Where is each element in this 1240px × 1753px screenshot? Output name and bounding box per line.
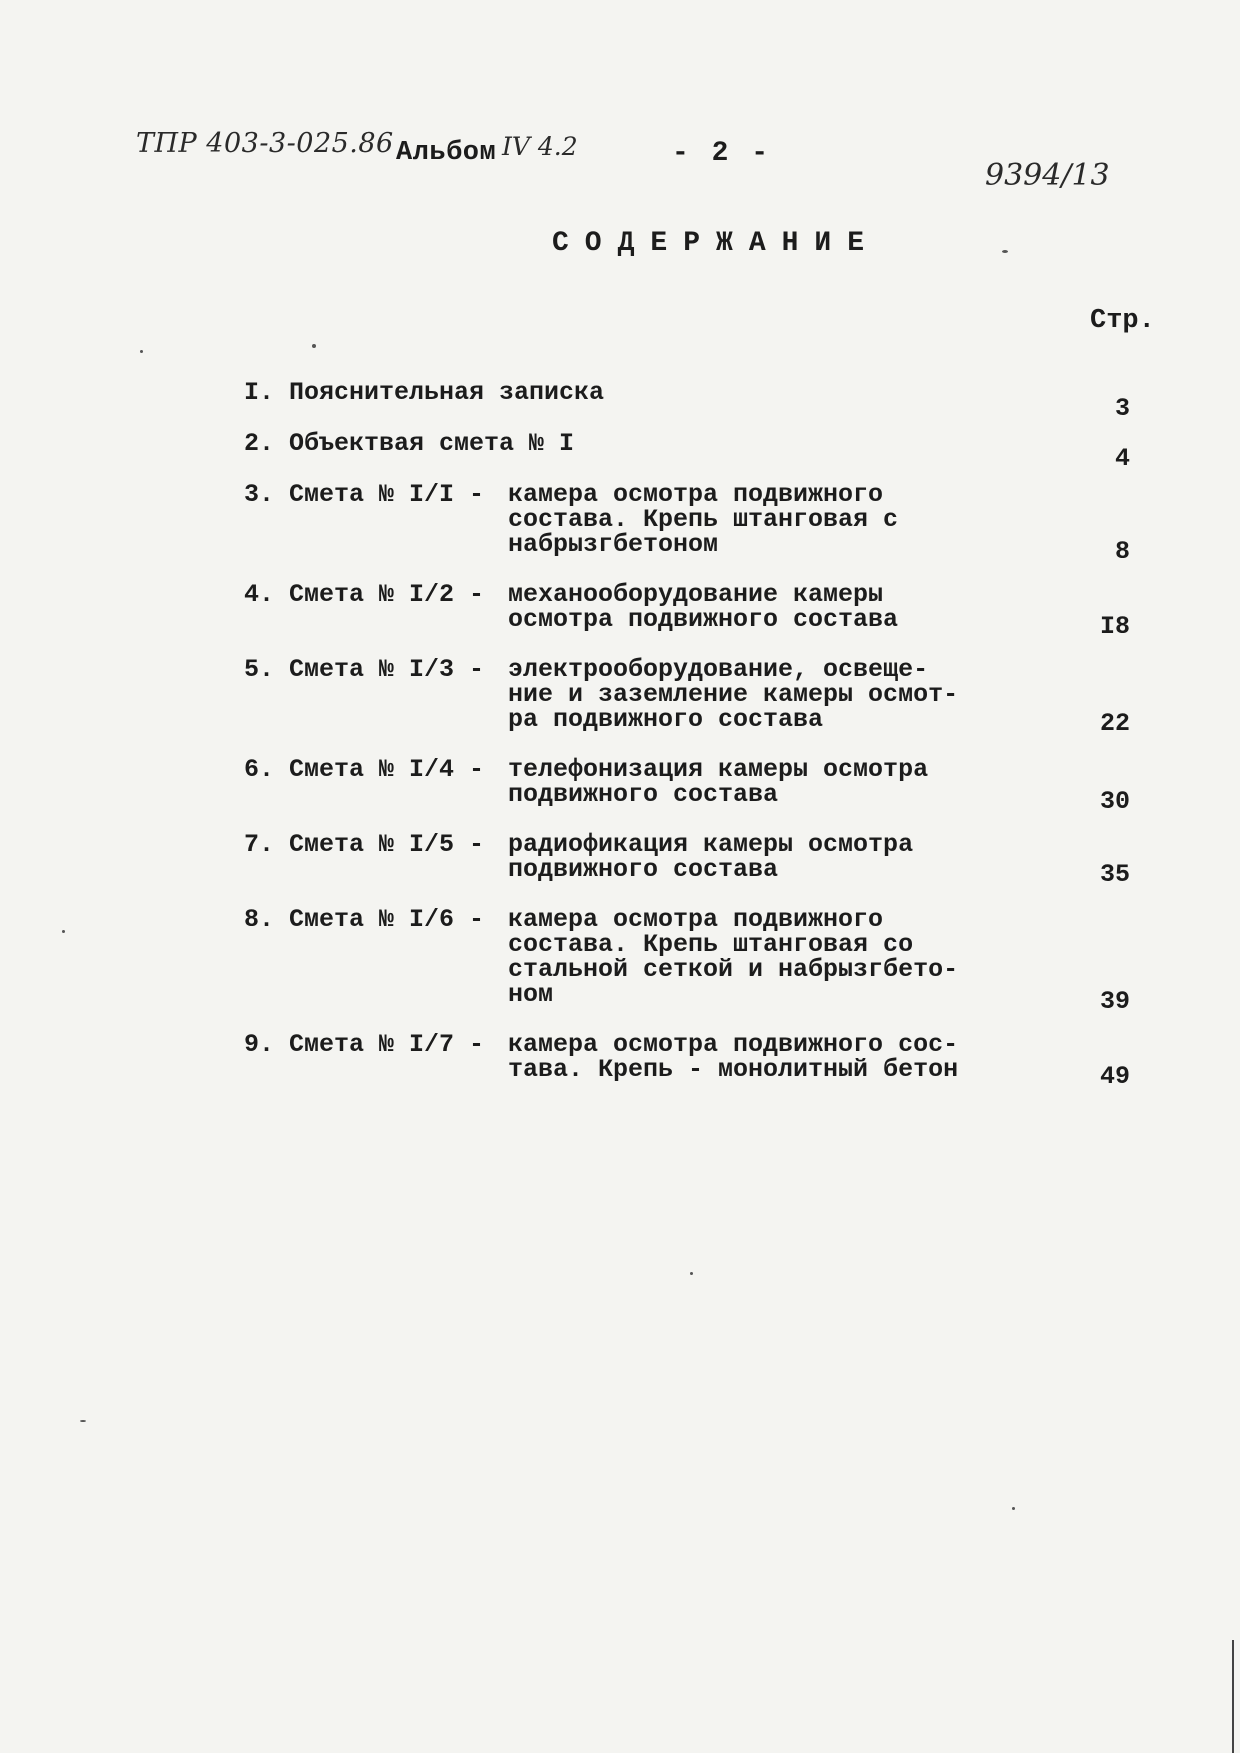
toc-item-page: I8 (1099, 612, 1130, 641)
scan-speck (690, 1272, 693, 1275)
toc-desc-line: состава. Крепь штанговая с (508, 505, 899, 534)
toc-desc-line: электрооборудование, освеще- (508, 655, 929, 684)
page-title: СОДЕРЖАНИЕ (552, 228, 881, 259)
doc-code-handwritten: ТПР 403-3-025.86 (136, 128, 394, 159)
toc-item-page: 30 (1099, 787, 1130, 816)
scan-speck (1012, 1507, 1015, 1510)
toc-desc-line: радиофикация камеры осмотра (508, 830, 914, 859)
toc-desc-line: стальной сеткой и набрызгбето- (508, 955, 959, 984)
page-number: - 2 - (672, 138, 772, 169)
toc-item-label: 8. Смета № I/6 - (244, 905, 485, 934)
album-label: Альбом (396, 138, 497, 168)
scan-speck (1002, 250, 1008, 253)
toc-desc-line: ра подвижного состава (508, 705, 824, 734)
toc-desc-line: состава. Крепь штанговая со (508, 930, 914, 959)
toc-desc-line: камера осмотра подвижного (508, 480, 884, 509)
toc-desc-line: ном (508, 980, 554, 1009)
toc-desc-line: механооборудование камеры (508, 580, 884, 609)
album-number-handwritten: IV 4.2 (502, 132, 578, 161)
toc-desc-line: тава. Крепь - монолитный бетон (508, 1055, 959, 1084)
toc-item-description (508, 757, 928, 807)
toc-item-page: 3 (1114, 394, 1130, 423)
toc-item-label: 6. Смета № I/4 - (244, 755, 485, 784)
scan-speck (62, 930, 65, 933)
toc-item-description (508, 582, 898, 632)
scan-speck (312, 344, 316, 348)
toc-item-page: 39 (1099, 987, 1130, 1016)
page-column-header: Стр. (1090, 306, 1155, 336)
toc-item-description (508, 832, 913, 882)
toc-item-label: 7. Смета № I/5 - (244, 830, 485, 859)
toc-desc-line: подвижного состава (508, 780, 779, 809)
toc-item-page: 22 (1099, 709, 1130, 738)
toc-item-label: 4. Смета № I/2 - (244, 580, 485, 609)
scan-edge (1232, 1640, 1234, 1753)
toc-item-description (508, 1032, 958, 1082)
toc-desc-line: ние и заземление камеры осмот- (508, 680, 959, 709)
toc-item-description (508, 907, 958, 1007)
toc-desc-line: набрызгбетоном (508, 530, 719, 559)
inventory-number-handwritten: 9394/13 (985, 158, 1110, 193)
toc-item-label: 5. Смета № I/3 - (244, 655, 485, 684)
toc-item-label: 9. Смета № I/7 - (244, 1030, 485, 1059)
toc-item-label: I. Пояснительная записка (244, 378, 605, 407)
toc-item-page: 35 (1099, 860, 1130, 889)
toc-desc-line: подвижного состава (508, 855, 779, 884)
scan-speck (140, 350, 143, 353)
toc-desc-line: телефонизация камеры осмотра (508, 755, 929, 784)
toc-item-label: 2. Объектвая смета № I (244, 429, 575, 458)
toc-item-page: 8 (1114, 537, 1130, 566)
toc-item-page: 4 (1114, 444, 1130, 473)
toc-item-page: 49 (1099, 1062, 1130, 1091)
scan-speck (80, 1420, 86, 1422)
toc-item-description (508, 482, 898, 557)
toc-item-description (508, 657, 958, 732)
toc-desc-line: камера осмотра подвижного (508, 905, 884, 934)
toc-desc-line: камера осмотра подвижного сос- (508, 1030, 959, 1059)
toc-desc-line: осмотра подвижного состава (508, 605, 899, 634)
toc-item-label: 3. Смета № I/I - (244, 480, 485, 509)
